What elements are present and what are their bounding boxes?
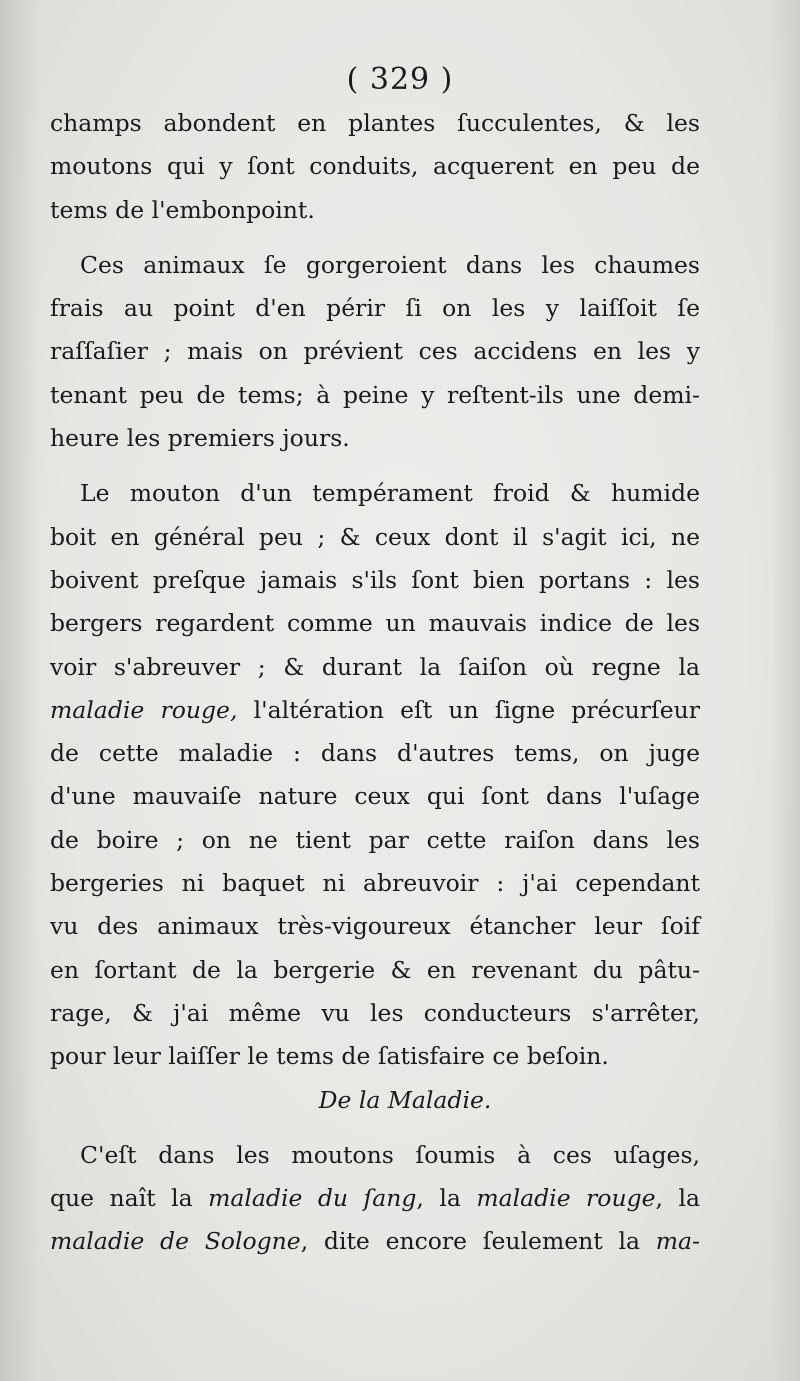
text-line (50, 689, 700, 732)
italic-term: ma- (655, 1227, 700, 1256)
text-run: , dite encore ſeulement la (300, 1227, 656, 1256)
text-line: frais au point d'en périr ſi on les y laiſſoit ſe (50, 294, 700, 323)
text-line: de boire ; on ne tient par cette raiſon dans les (50, 825, 700, 854)
text-line (50, 1220, 700, 1263)
text-line: voir s'abreuver ; & durant la ſaiſon où regne la (50, 652, 700, 681)
text-line: raſſaſier ; mais on prévient ces accidens en les y (50, 337, 700, 366)
text-line: vu des animaux très-vigoureux étancher leur ſoif (50, 912, 700, 941)
text-line: boit en général peu ; & ceux dont il s'agit ici, ne (50, 522, 700, 551)
text-run: , la (416, 1184, 477, 1213)
text-line: tems de l'embonpoint. (50, 195, 315, 224)
page-number: ( 329 ) (346, 62, 454, 97)
text-line: champs abondent en plantes ſucculentes, & les (50, 109, 700, 137)
text-line: moutons qui y ſont conduits, acquerent en peu de (50, 152, 700, 181)
text-line (50, 1177, 700, 1220)
text-line: heure les premiers jours. (50, 424, 350, 453)
text-line: C'eſt dans les moutons ſoumis à ces uſages, (80, 1140, 700, 1169)
page-edge-shadow-left (0, 0, 40, 1381)
text-line: de cette maladie : dans d'autres tems, on juge (50, 739, 700, 768)
italic-term: maladie de Sologne (50, 1227, 301, 1256)
italic-term: maladie rouge, (50, 695, 238, 724)
paragraph-1 (50, 102, 700, 232)
italic-term: maladie du ſang (208, 1184, 417, 1213)
text-line: Le mouton d'un tempérament froid & humide (80, 479, 700, 508)
text-line: pour leur laiſſer le tems de ſatisfaire ce beſoin. (50, 1042, 609, 1071)
page-edge-shadow-right (770, 0, 800, 1381)
text-line: Ces animaux ſe gorgeroient dans les chaumes (80, 250, 700, 279)
paragraph-4 (50, 1134, 700, 1264)
section-heading: De la Maladie. (318, 1085, 492, 1114)
text-line: bergers regardent comme un mauvais indice de les (50, 609, 700, 638)
text-line: d'une mauvaiſe nature ceux qui ſont dans l'uſage (50, 782, 700, 811)
italic-term: maladie rouge (476, 1184, 656, 1213)
text-line: en ſortant de la bergerie & en revenant du pâtu- (50, 955, 700, 984)
paragraph-3 (50, 472, 700, 1078)
text-run: que naît la (50, 1184, 209, 1213)
text-run: l'altération eſt un ſigne précurſeur (237, 695, 700, 724)
text-run: , la (655, 1184, 700, 1213)
paragraph-2 (50, 244, 700, 460)
text-line: tenant peu de tems; à peine y reſtent-ils une demi- (50, 380, 700, 409)
text-line: boivent preſque jamais s'ils ſont bien portans : les (50, 565, 700, 594)
body-text (50, 102, 700, 1264)
text-line: bergeries ni baquet ni abreuvoir : j'ai cependant (50, 869, 700, 898)
text-line: rage, & j'ai même vu les conducteurs s'arrêter, (50, 998, 700, 1027)
